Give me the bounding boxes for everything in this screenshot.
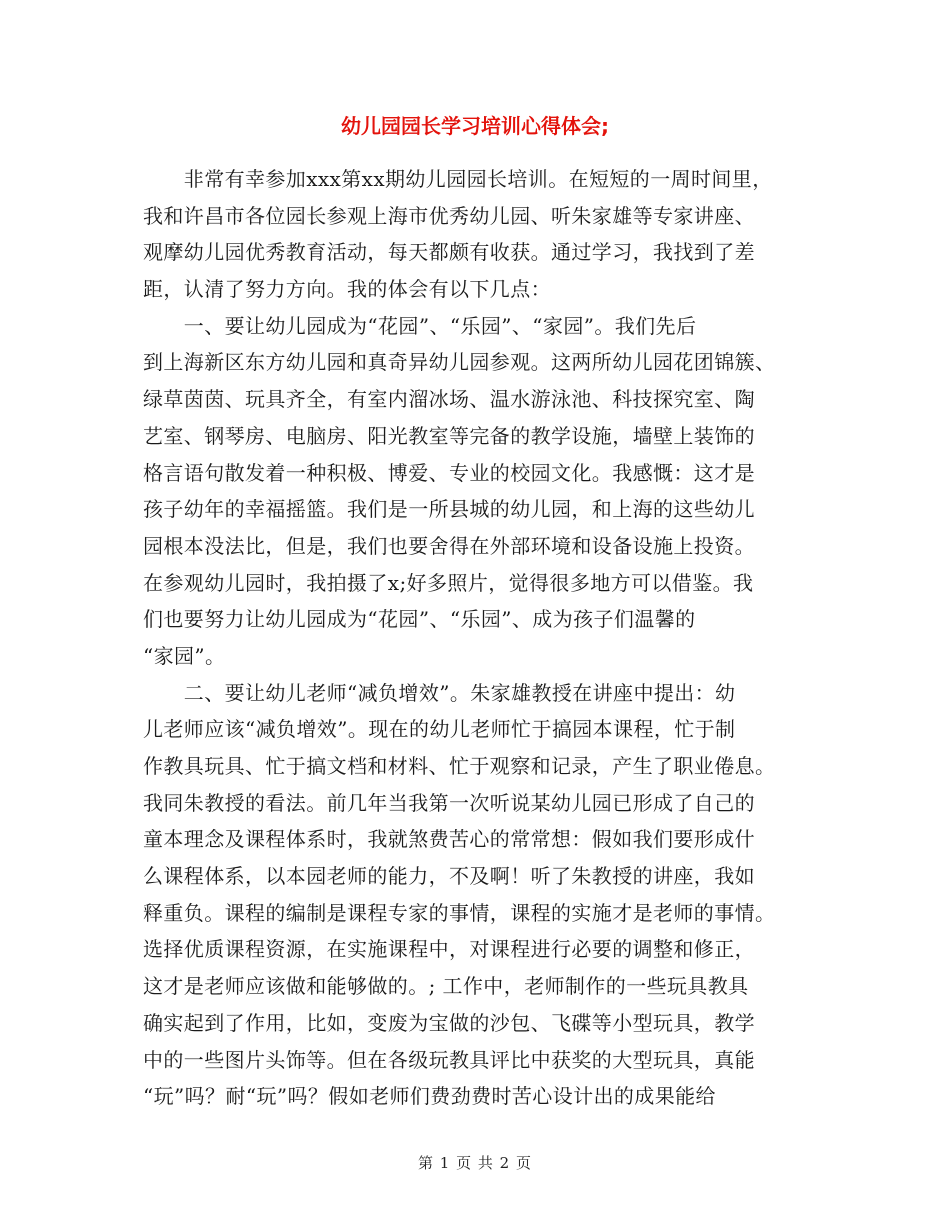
body-line: 么课程体系，以本园老师的能力，不及啊！听了朱教授的讲座，我如: [143, 864, 755, 889]
body-line: 我同朱教授的看法。前几年当我第一次听说某幼儿园已形成了自己的: [143, 790, 755, 815]
body-line: 选择优质课程资源，在实施课程中，对课程进行必要的调整和修正，: [143, 937, 755, 962]
body-line: 格言语句散发着一种积极、博爱、专业的校园文化。我感慨：这才是: [143, 460, 755, 485]
body-line: 在参观幼儿园时，我拍摄了x;好多照片，觉得很多地方可以借鉴。我: [143, 570, 754, 595]
body-line: “家园”。: [143, 643, 226, 668]
body-line: 们也要努力让幼儿园成为“花园”、“乐园”、成为孩子们温馨的: [143, 607, 696, 632]
body-line: 孩子幼年的幸福摇篮。我们是一所县城的幼儿园，和上海的这些幼儿: [143, 497, 755, 522]
body-line: 这才是老师应该做和能够做的。; 工作中，老师制作的一些玩具教具: [143, 974, 749, 999]
body-line: 艺室、钢琴房、电脑房、阳光教室等完备的教学设施，墙壁上装饰的: [143, 423, 755, 448]
document-title: 幼儿园园长学习培训心得体会;: [341, 114, 609, 138]
body-line: 中的一些图片头饰等。但在各级玩教具评比中获奖的大型玩具，真能: [143, 1047, 755, 1072]
body-line: 儿老师应该“减负增效”。现在的幼儿老师忙于搞园本课程，忙于制: [143, 717, 736, 742]
body-line: 园根本没法比，但是，我们也要舍得在外部环境和设备设施上投资。: [143, 533, 755, 558]
body-line: 非常有幸参加xxx第xx期幼儿园园长培训。在短短的一周时间里，: [143, 167, 773, 191]
body-line: 到上海新区东方幼儿园和真奇异幼儿园参观。这两所幼儿园花团锦簇、: [143, 350, 776, 375]
body-line: 确实起到了作用，比如，变废为宝做的沙包、飞碟等小型玩具，教学: [143, 1010, 755, 1035]
body-line: 二、要让幼儿老师“减负增效”。朱家雄教授在讲座中提出：幼: [143, 680, 736, 705]
body-line: 童本理念及课程体系时，我就煞费苦心的常常想：假如我们要形成什: [143, 827, 755, 852]
body-line: “玩”吗？耐“玩”吗？假如老师们费劲费时苦心设计出的成果能给: [143, 1084, 716, 1109]
page-number-footer: 第 1 页 共 2 页: [418, 1154, 532, 1172]
body-line: 绿草茵茵、玩具齐全，有室内溜冰场、温水游泳池、科技探究室、陶: [143, 387, 755, 412]
body-line: 一、要让幼儿园成为“花园”、“乐园”、“家园”。我们先后: [143, 313, 697, 338]
body-line: 距，认清了努力方向。我的体会有以下几点：: [143, 277, 551, 302]
body-line: 作教具玩具、忙于搞文档和材料、忙于观察和记录，产生了职业倦息。: [143, 754, 776, 778]
body-line: 观摩幼儿园优秀教育活动，每天都颇有收获。通过学习，我找到了差: [143, 240, 755, 265]
body-line: 我和许昌市各位园长参观上海市优秀幼儿园、听朱家雄等专家讲座、: [143, 203, 755, 228]
document-body: [143, 161, 823, 1115]
body-line: 释重负。课程的编制是课程专家的事情，课程的实施才是老师的事情。: [143, 900, 776, 925]
